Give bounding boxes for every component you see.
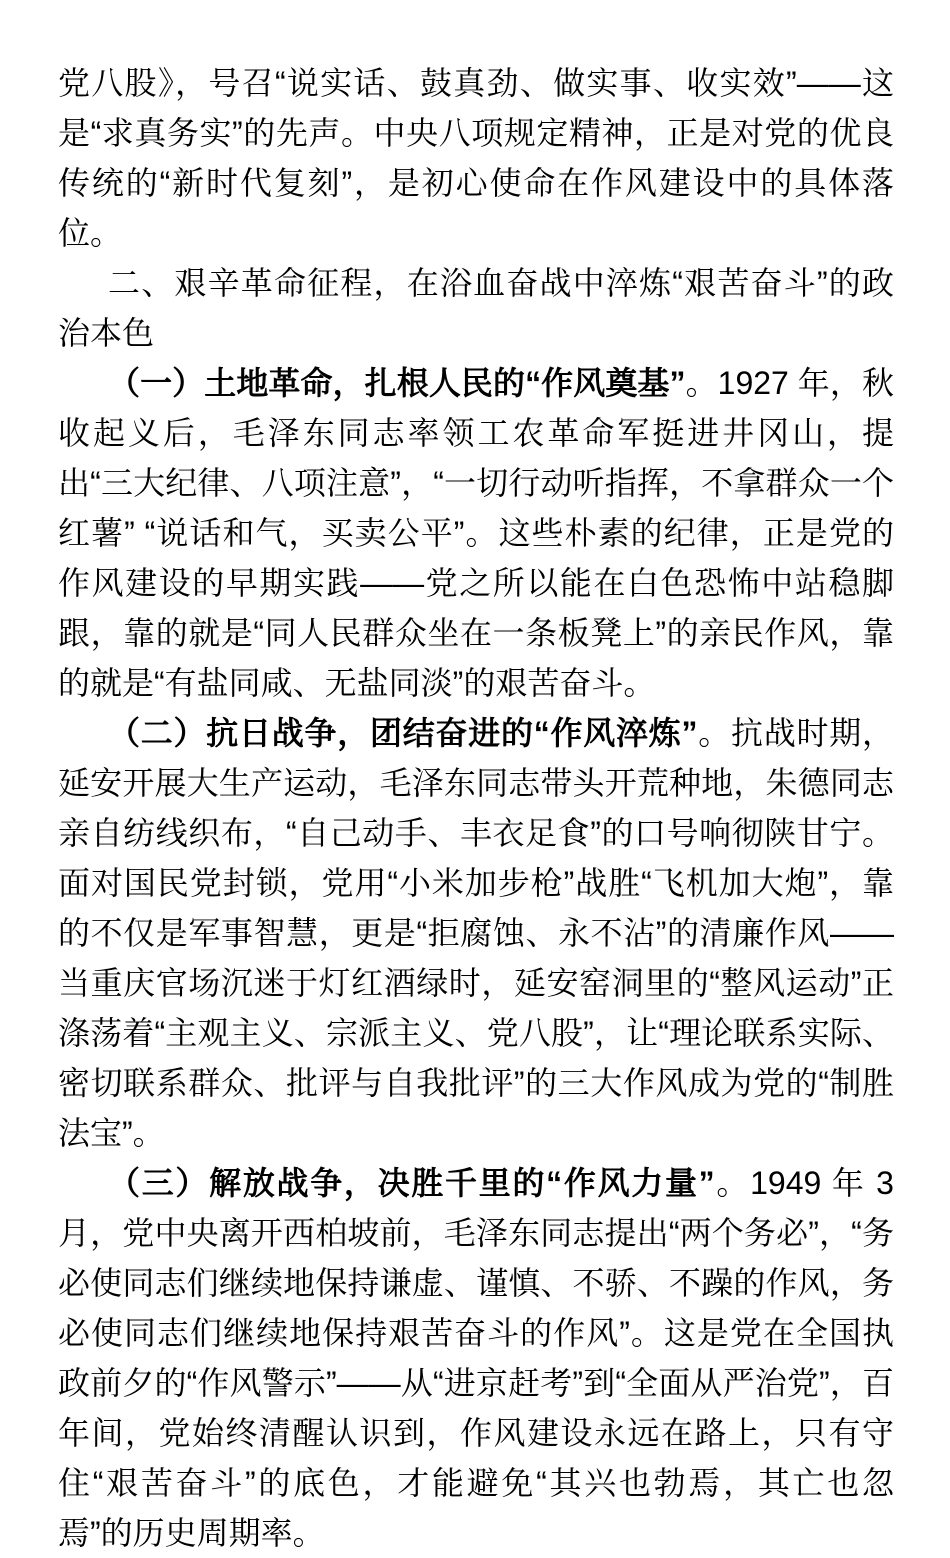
paragraph-lead-bold: （一）土地革命，扎根人民的“作风奠基” <box>108 365 686 401</box>
section-heading: 二、艰辛革命征程，在浴血奋战中淬炼“艰苦奋斗”的政治本色 <box>58 265 894 351</box>
paragraph-anti-japanese-war <box>58 708 894 1158</box>
paragraph-body-text: 。抗战时期，延安开展大生产运动，毛泽东同志带头开荒种地，朱德同志亲自纺线织布，“自己动手、丰衣足食”的口号响彻陕甘宁。面对国民党封锁，党用“小米加步枪”战胜“飞机加大炮”，靠的不仅是军事智慧，更是“拒腐蚀、永不沾”的清廉作风——当重庆官场沉迷于灯红酒绿时，延安窑洞里的“整风运动”正涤荡着“主观主义、宗派主义、党八股”，让“理论联系实际、密切联系群众、批评与自我批评”的三大作风成为党的“制胜法宝”。 <box>58 715 894 1151</box>
document-page <box>58 58 894 1558</box>
paragraph-body-text: 。1927 年，秋收起义后，毛泽东同志率领工农革命军挺进井冈山，提出“三大纪律、八项注意”，“一切行动听指挥，不拿群众一个红薯” “说话和气，买卖公平”。这些朴素的纪律，正是党的作风建设的早期实践——党之所以能在白色恐怖中站稳脚跟，靠的就是“同人民群众坐在一条板凳上”的亲民作风，靠的就是“有盐同咸、无盐同淡”的艰苦奋斗。 <box>58 365 894 701</box>
paragraph-intro-continuation: 党八股》，号召“说实话、鼓真劲、做实事、收实效”——这是“求真务实”的先声。中央八项规定精神，正是对党的优良传统的“新时代复刻”，是初心使命在作风建设中的具体落位。 <box>58 65 894 251</box>
paragraph-lead-bold: （三）解放战争，决胜千里的“作风力量” <box>108 1165 715 1201</box>
paragraph-land-revolution <box>58 358 894 708</box>
paragraph-liberation-war <box>58 1158 894 1558</box>
paragraph-lead-bold: （二）抗日战争，团结奋进的“作风淬炼” <box>108 715 698 751</box>
paragraph-body-text: 。1949 年 3 月，党中央离开西柏坡前，毛泽东同志提出“两个务必”，“务必使同志们继续地保持谦虚、谨慎、不骄、不躁的作风，务必使同志们继续地保持艰苦奋斗的作风”。这是党在全国执政前夕的“作风警示”——从“进京赶考”到“全面从严治党”，百年间，党始终清醒认识到，作风建设永远在路上，只有守住“艰苦奋斗”的底色，才能避免“其兴也勃焉，其亡也忽焉”的历史周期率。 <box>58 1165 894 1551</box>
